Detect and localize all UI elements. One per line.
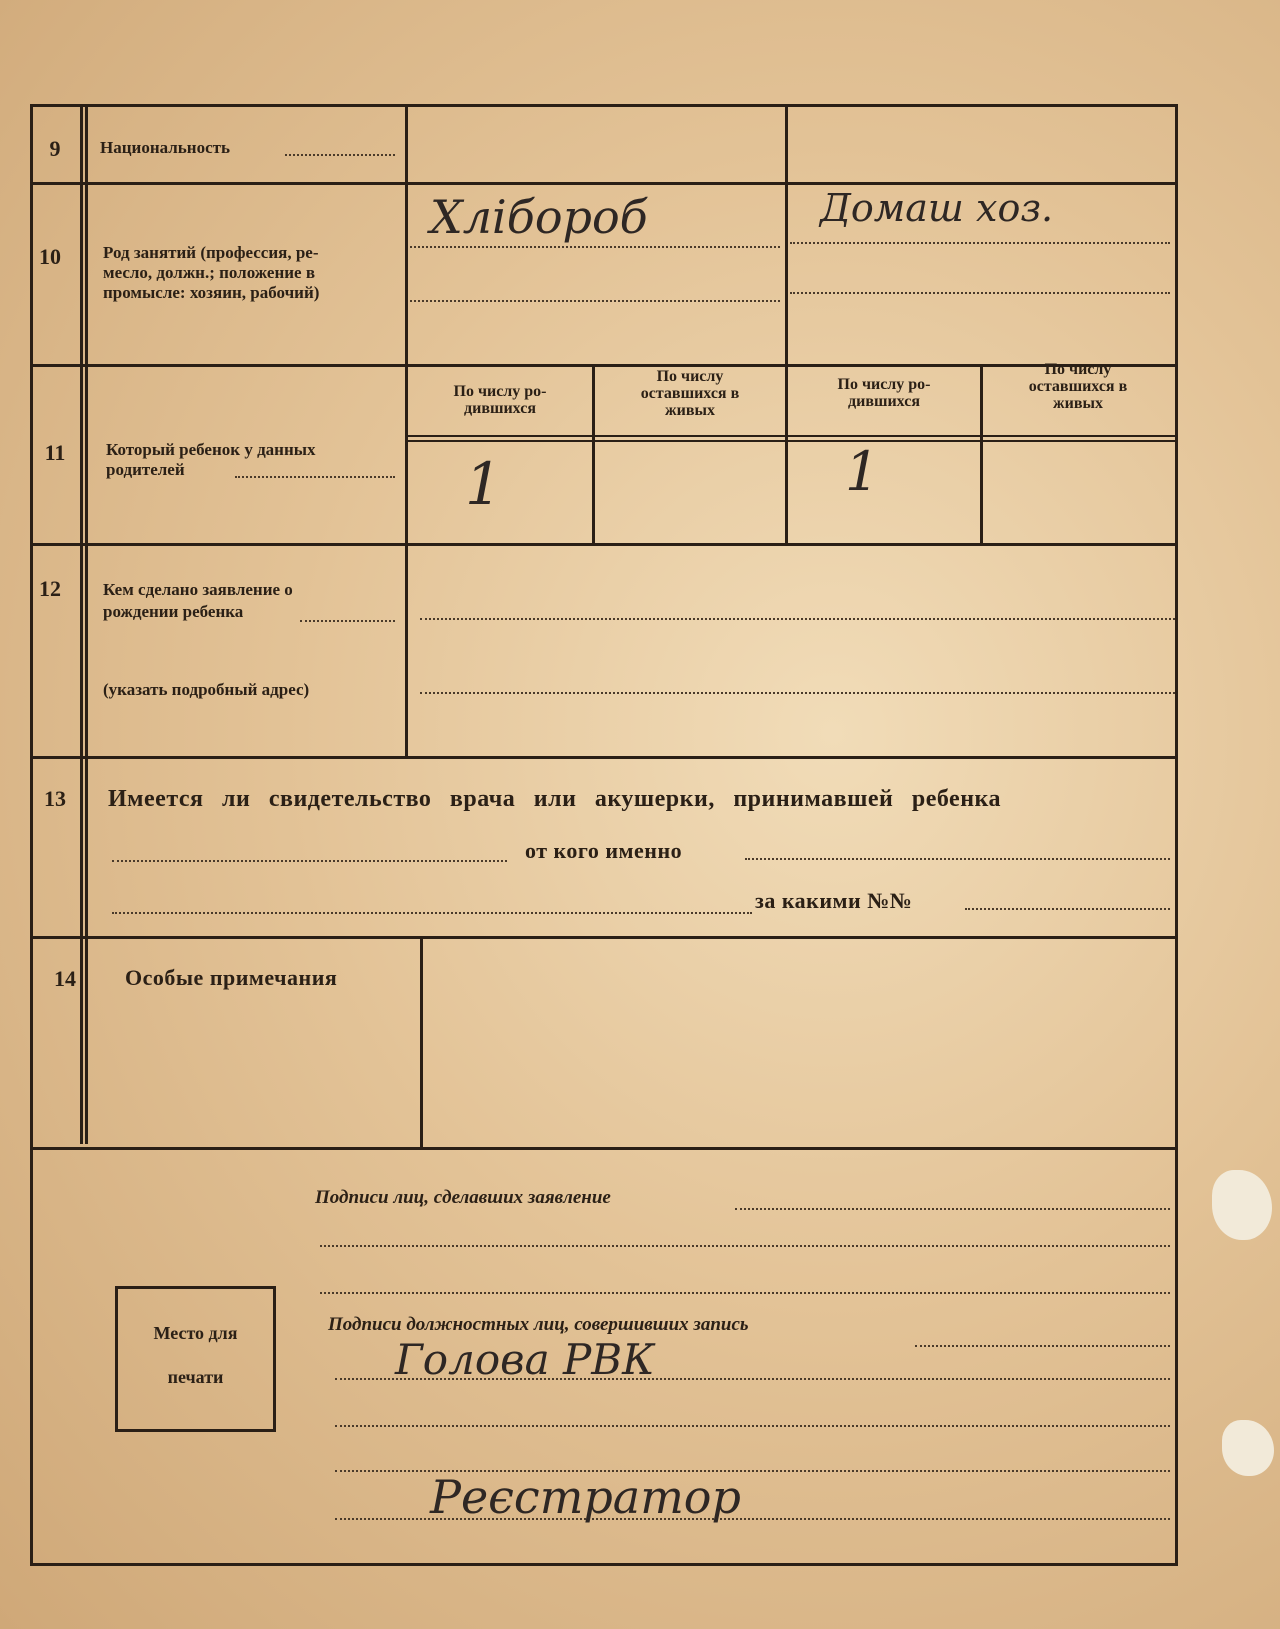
row-10-label-2: месло, должн.; положение в: [103, 263, 316, 282]
r11-col3-l2: дившихся: [848, 393, 920, 410]
row-9-label: Национальность: [100, 138, 230, 157]
stamp-place-box: [115, 1286, 276, 1432]
row-12-number: 12: [39, 576, 61, 601]
row-13-line-4: [965, 908, 1170, 910]
r11-col4-l1: По числу: [1044, 361, 1112, 378]
r11-col4-l3: живых: [1053, 395, 1103, 412]
r11-header-line-2: [405, 440, 1175, 442]
row-14-label: Особые примечания: [125, 965, 338, 990]
r11-col2-l2: оставшихся в: [640, 385, 740, 402]
row-13-line-3: [112, 912, 752, 914]
row-11-number: 11: [44, 440, 66, 465]
officials-line-1: [915, 1345, 1170, 1347]
row-9-leader: [285, 154, 395, 156]
r11-col2-l1: По числу: [656, 368, 724, 385]
row-10-label-3: промысле: хозяин, рабочий): [103, 283, 320, 302]
row-12-label-2: рождении ребенка: [103, 602, 244, 621]
row-11-leader: [235, 476, 395, 478]
row-13-numbers: за какими №№: [755, 888, 913, 913]
applicants-line-1: [735, 1208, 1170, 1210]
row-sep-14: [30, 1147, 1175, 1150]
r11-col3-l1: По числу ро-: [837, 376, 931, 393]
row-12-label-1: Кем сделано заявление о: [103, 580, 293, 599]
applicants-signatures-label: Подписи лиц, сделавших заявление: [315, 1187, 611, 1208]
row-10-line-3: [790, 242, 1170, 244]
officials-signatures-label: Подписи должностных лиц, совершивших запись: [328, 1314, 749, 1335]
row-13-from-whom: от кого именно: [525, 838, 683, 863]
row-13-line-1: [112, 860, 507, 862]
row-sep-13: [30, 936, 1175, 939]
r11-col1-l1: По числу ро-: [453, 383, 547, 400]
mother-occupation-handwriting: Домаш хоз.: [820, 186, 1054, 230]
row-12-address-hint: (указать подробный адрес): [103, 680, 310, 699]
row-10-line-1: [410, 246, 780, 248]
stamp-place-line-2: печати: [167, 1367, 224, 1387]
row-10-number: 10: [39, 244, 61, 269]
row-10-label-1: Род занятий (профессия, ре-: [103, 243, 319, 262]
row-10-line-2: [410, 300, 780, 302]
row-sep-11: [30, 543, 1175, 546]
row-13-line-2: [745, 858, 1170, 860]
r11-header-line: [405, 435, 1175, 437]
parent-col-line: [785, 104, 788, 543]
r11-col3-header: [790, 376, 978, 410]
r11-born-mother-value: 1: [845, 440, 880, 503]
frame-left: [30, 104, 33, 1566]
row-11-label-1: Который ребенок у данных: [106, 440, 316, 459]
stamp-place-line-1: Место для: [153, 1323, 238, 1343]
frame-right: [1175, 104, 1178, 1566]
row-13-number: 13: [44, 786, 66, 811]
father-occupation-handwriting: Хлібороб: [430, 190, 648, 244]
row-12-line-2: [420, 692, 1175, 694]
signature-head: Голова РВК: [395, 1335, 655, 1384]
applicants-line-3: [320, 1292, 1170, 1294]
label-col-line: [405, 104, 408, 756]
row-13-question: Имеется ли свидетельство врача или акушерки, принимавшей ребенка: [108, 786, 1001, 812]
row-12-leader: [300, 620, 395, 622]
r11-col2-header: [595, 368, 785, 419]
row-14-number: 14: [54, 966, 76, 991]
row-sep-9: [30, 182, 1175, 185]
r11-col4-header: [983, 361, 1173, 412]
r11-born-father-value: 1: [465, 450, 502, 518]
torn-edge-1: [1212, 1170, 1272, 1240]
row-9-number: 9: [49, 136, 61, 161]
frame-top: [30, 104, 1175, 107]
officials-line-3: [335, 1425, 1170, 1427]
row-sep-12: [30, 756, 1175, 759]
row-11-label-2: родителей: [106, 460, 185, 479]
r11-col1-header: [410, 383, 590, 417]
applicants-line-2: [320, 1245, 1170, 1247]
label-col-line-14: [420, 936, 423, 1147]
signature-registrar: Реєстратор: [430, 1470, 741, 1524]
r11-col1-l2: дившихся: [464, 400, 536, 417]
row-12-line-1: [420, 618, 1175, 620]
r11-col4-l2: оставшихся в: [1028, 378, 1128, 395]
torn-edge-2: [1222, 1420, 1274, 1476]
frame-bottom: [30, 1563, 1178, 1566]
r11-col2-l3: живых: [665, 402, 715, 419]
row-10-line-4: [790, 292, 1170, 294]
